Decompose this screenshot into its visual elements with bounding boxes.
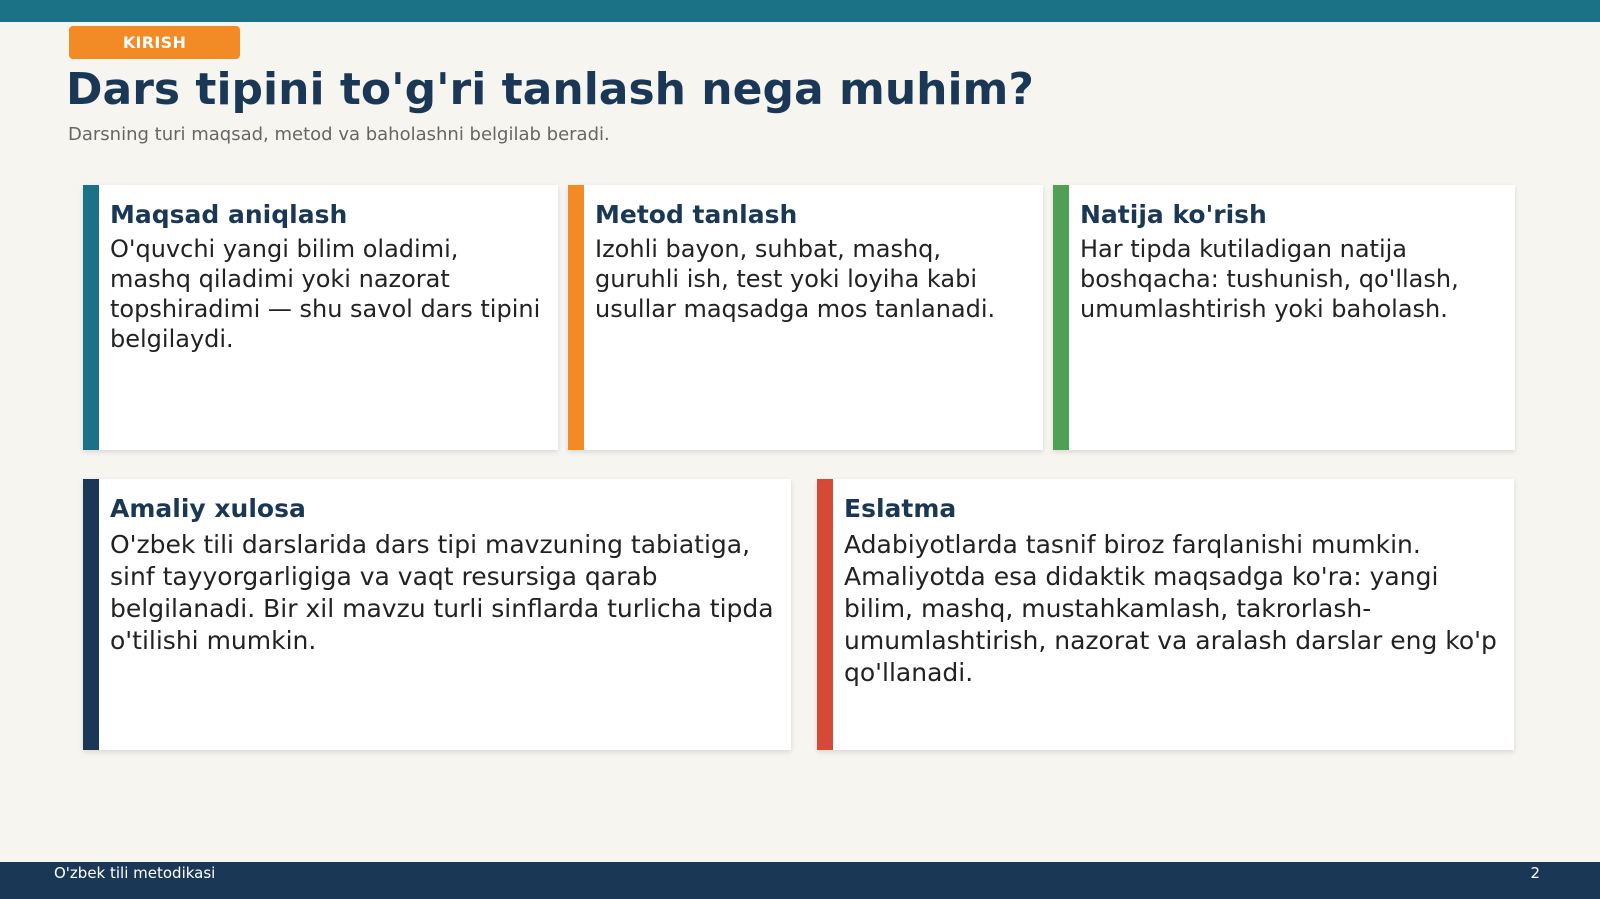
card-title: Natija ko'rish <box>1080 200 1267 229</box>
page-title: Dars tipini to'g'ri tanlash nega muhim? <box>66 64 1034 115</box>
card-text: Har tipda kutiladigan natija boshqacha: tushunish, qo'llash, umumlashtirish yoki baholash. <box>1080 235 1459 323</box>
card-text: Adabiyotlarda tasnif biroz farqlanishi mumkin. Amaliyotda esa didaktik maqsadga ko'ra: yangi bilim, mashq, mustahkamlash, takrorlash-umumlashtirish, nazorat va aralash darslar eng ko'p qo'llanadi. <box>844 530 1497 687</box>
page-subtitle: Darsning turi maqsad, metod va baholashni belgilab beradi. <box>68 124 610 145</box>
card-text: Izohli bayon, suhbat, mashq, guruhli ish, test yoki loyiha kabi usullar maqsadga mos tanlanadi. <box>595 235 996 323</box>
card-goal <box>83 185 558 450</box>
card-title: Eslatma <box>844 494 957 523</box>
footer-bar <box>0 862 1600 899</box>
card-title: Metod tanlash <box>595 200 798 229</box>
card-body <box>99 185 558 450</box>
card-body <box>833 479 1514 750</box>
page-number: 2 <box>1530 864 1540 882</box>
card-accent-bar <box>1053 185 1069 450</box>
card-text: O'quvchi yangi bilim oladimi, mashq qiladimi yoki nazorat topshiradimi — shu savol dars tipini belgilaydi. <box>110 235 541 353</box>
card-title: Maqsad aniqlash <box>110 200 348 229</box>
card-note <box>817 479 1514 750</box>
card-method <box>568 185 1043 450</box>
footer-course-title: O'zbek tili metodikasi <box>54 864 216 882</box>
card-accent-bar <box>568 185 584 450</box>
top-accent-bar <box>0 0 1600 22</box>
section-badge: KIRISH <box>69 26 240 59</box>
card-result <box>1053 185 1515 450</box>
card-body <box>1069 185 1515 450</box>
card-title: Amaliy xulosa <box>110 494 306 523</box>
card-body <box>99 479 791 750</box>
card-practical-summary <box>83 479 791 750</box>
card-body <box>584 185 1043 450</box>
card-text: O'zbek tili darslarida dars tipi mavzuning tabiatiga, sinf tayyorgarligiga va vaqt resursiga qarab belgilanadi. Bir xil mavzu turli sinflarda turlicha tipda o'tilishi mumkin. <box>110 530 774 655</box>
card-accent-bar <box>817 479 833 750</box>
card-accent-bar <box>83 185 99 450</box>
card-accent-bar <box>83 479 99 750</box>
